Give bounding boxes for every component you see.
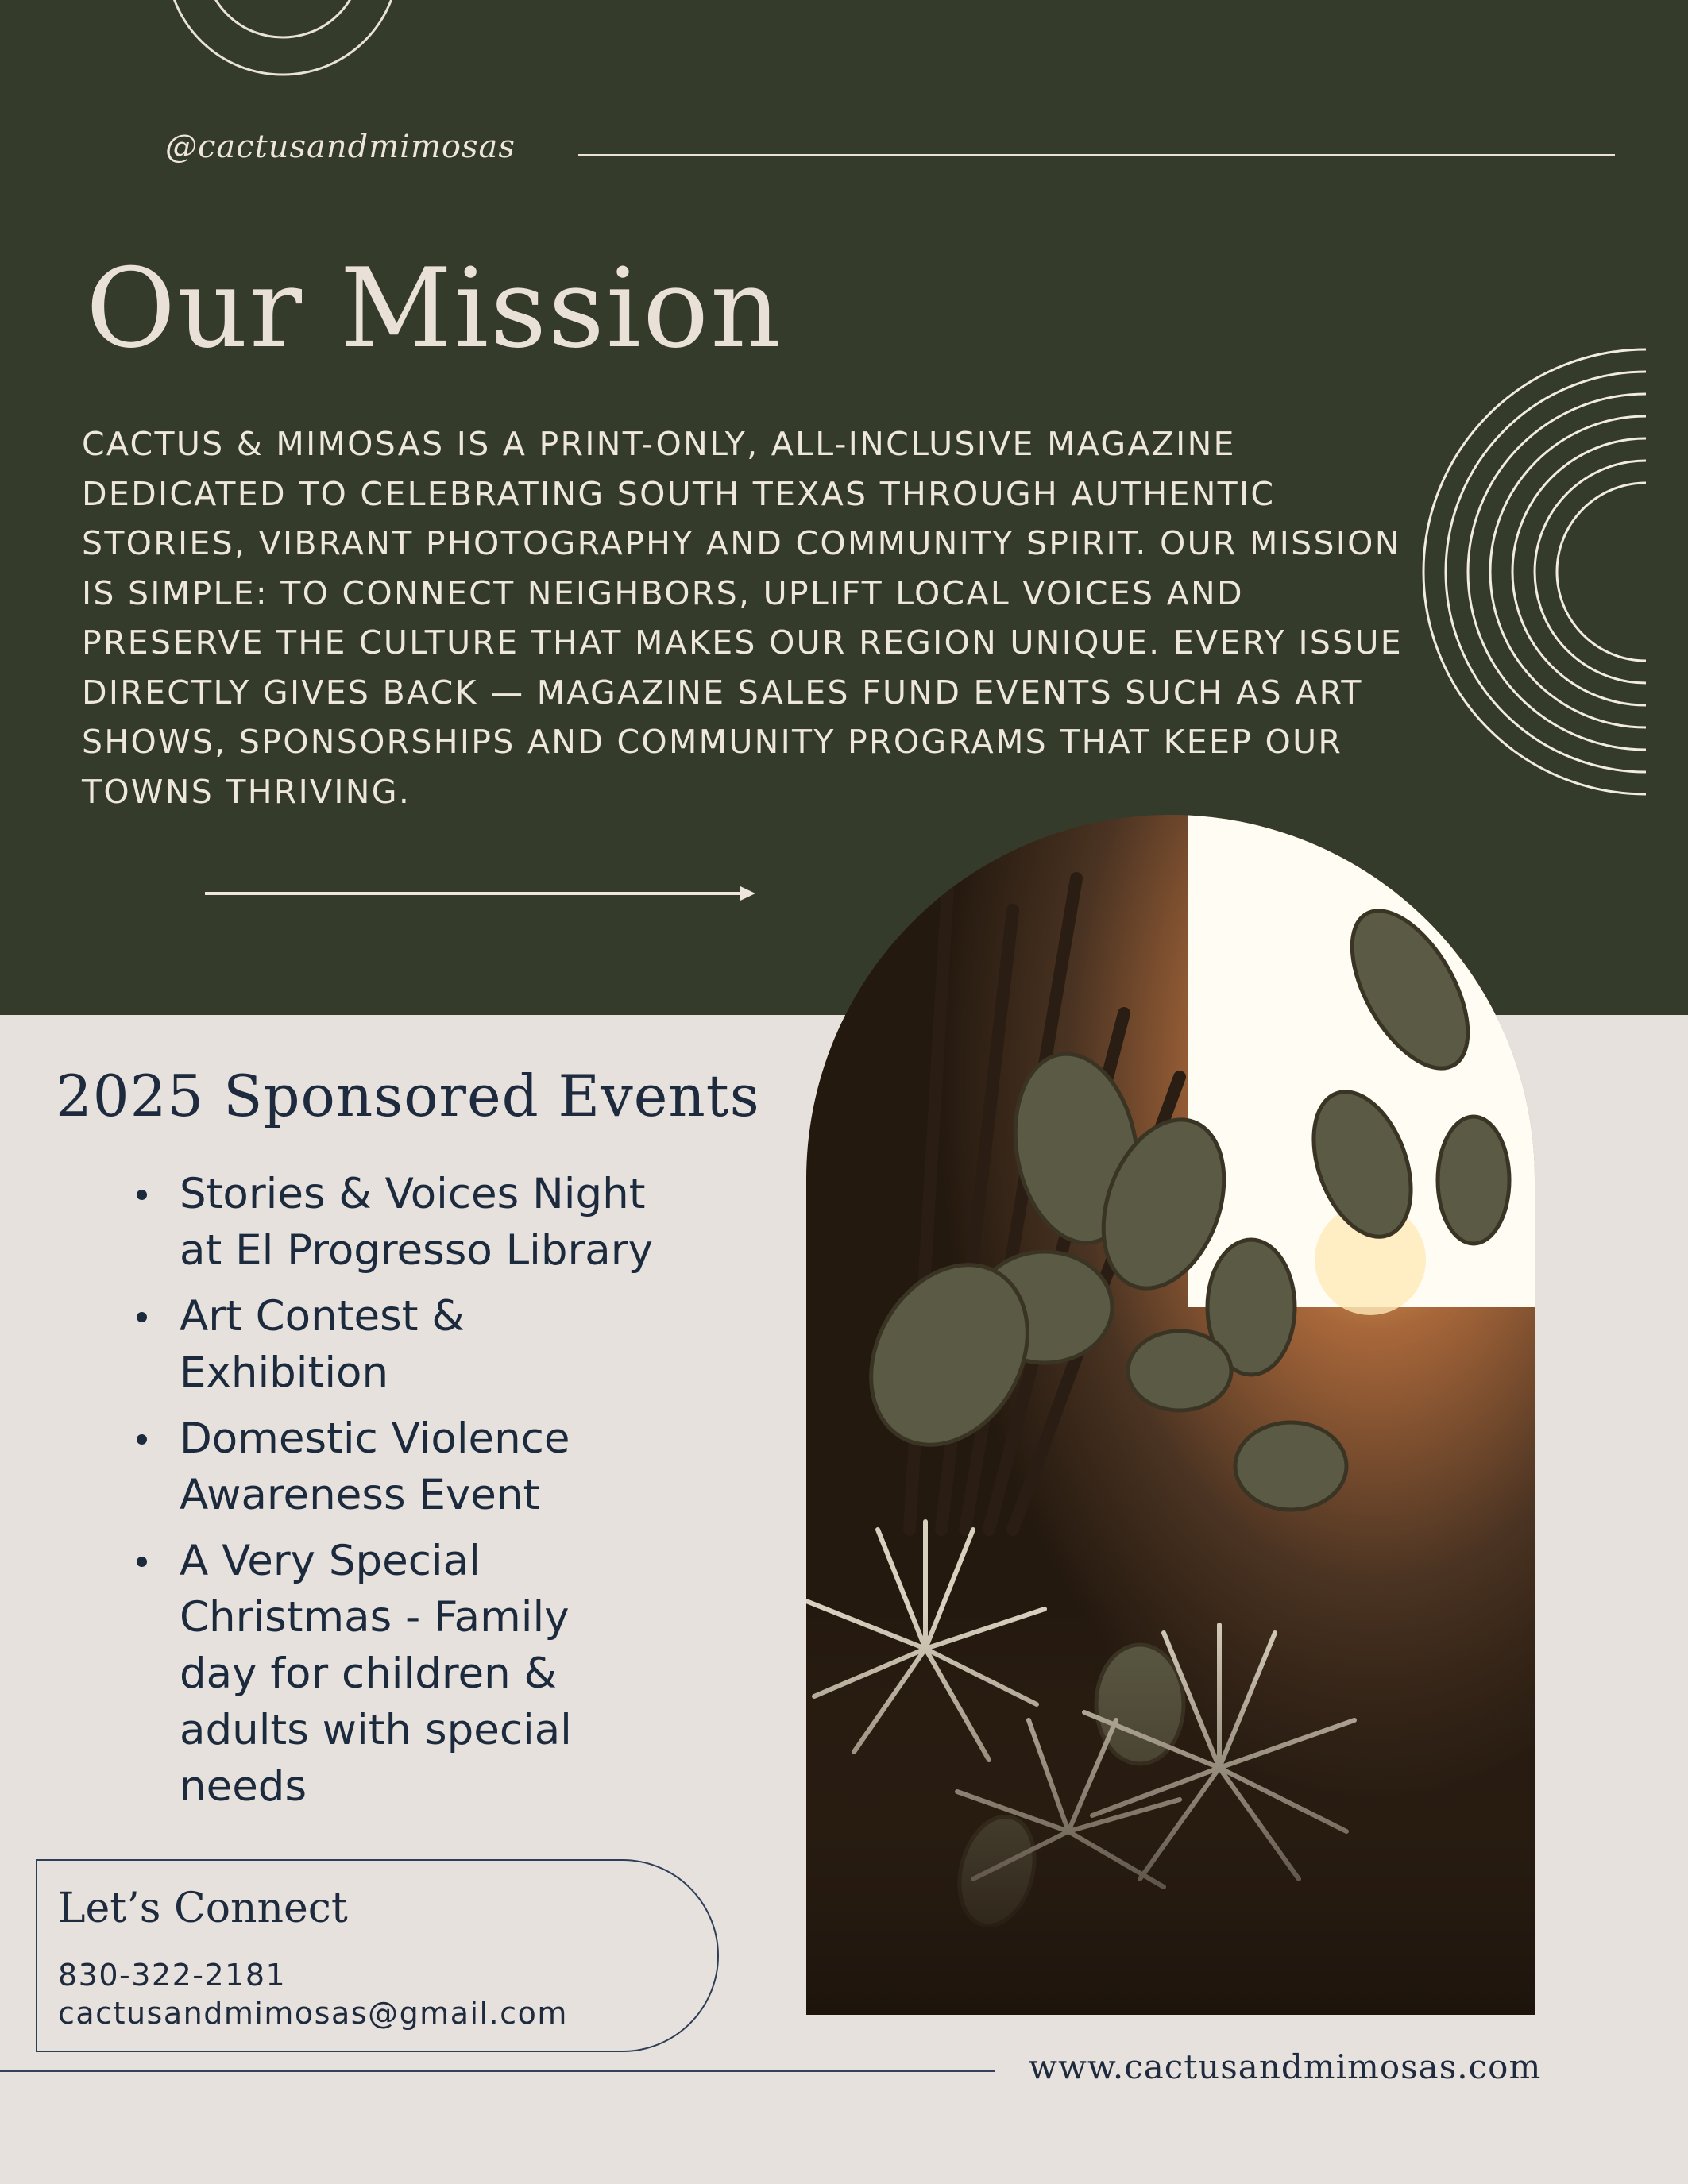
mission-text: CACTUS & MIMOSAS IS A PRINT-ONLY, ALL-INCLUSIVE MAGAZINE DEDICATED TO CELEBRATING SOUTH TEXAS THROUGH AUTHENTIC STORIES, VIBRANT PHOTOGRAPHY AND COMMUNITY SPIRIT. OUR MISSION IS SIMPLE: TO CONNECT NEIGHBORS, UPLIFT LOCAL VOICES AND PRESERVE THE CULTURE THAT MAKES OUR REGION UNIQUE. EVERY ISSUE DIRECTLY GIVES BACK — MAGAZINE SALES FUND EVENTS SUCH AS ART SHOWS, SPONSORSHIPS AND COMMUNITY PROGRAMS THAT KEEP OUR TOWNS THRIVING. [82, 425, 1404, 811]
divider [578, 154, 1615, 156]
decorative-arcs-icon [1414, 346, 1652, 799]
contact-title: Let’s Connect [58, 1885, 348, 1932]
list-item: Art Contest & Exhibition [133, 1288, 658, 1401]
page-title: Our Mission [86, 245, 783, 372]
events-list [133, 1166, 658, 1824]
contact-box [36, 1859, 719, 2052]
phone-number[interactable]: 830-322-2181 [58, 1958, 287, 1993]
events-title: 2025 Sponsored Events [56, 1063, 760, 1129]
list-item: Domestic Violence Awareness Event [133, 1410, 658, 1523]
decorative-circle-icon [0, 0, 413, 87]
social-handle: @cactusandmimosas [165, 129, 516, 165]
divider [0, 2070, 995, 2072]
list-item: A Very Special Christmas - Family day for children & adults with special needs [133, 1533, 658, 1815]
email-link[interactable]: cactusandmimosas@gmail.com [58, 1996, 568, 2031]
website-link[interactable]: www.cactusandmimosas.com [1029, 2047, 1542, 2086]
arrow-right-icon [203, 883, 759, 904]
cactus-photo [806, 815, 1535, 2015]
list-item: Stories & Voices Night at El Progresso Library [133, 1166, 658, 1279]
